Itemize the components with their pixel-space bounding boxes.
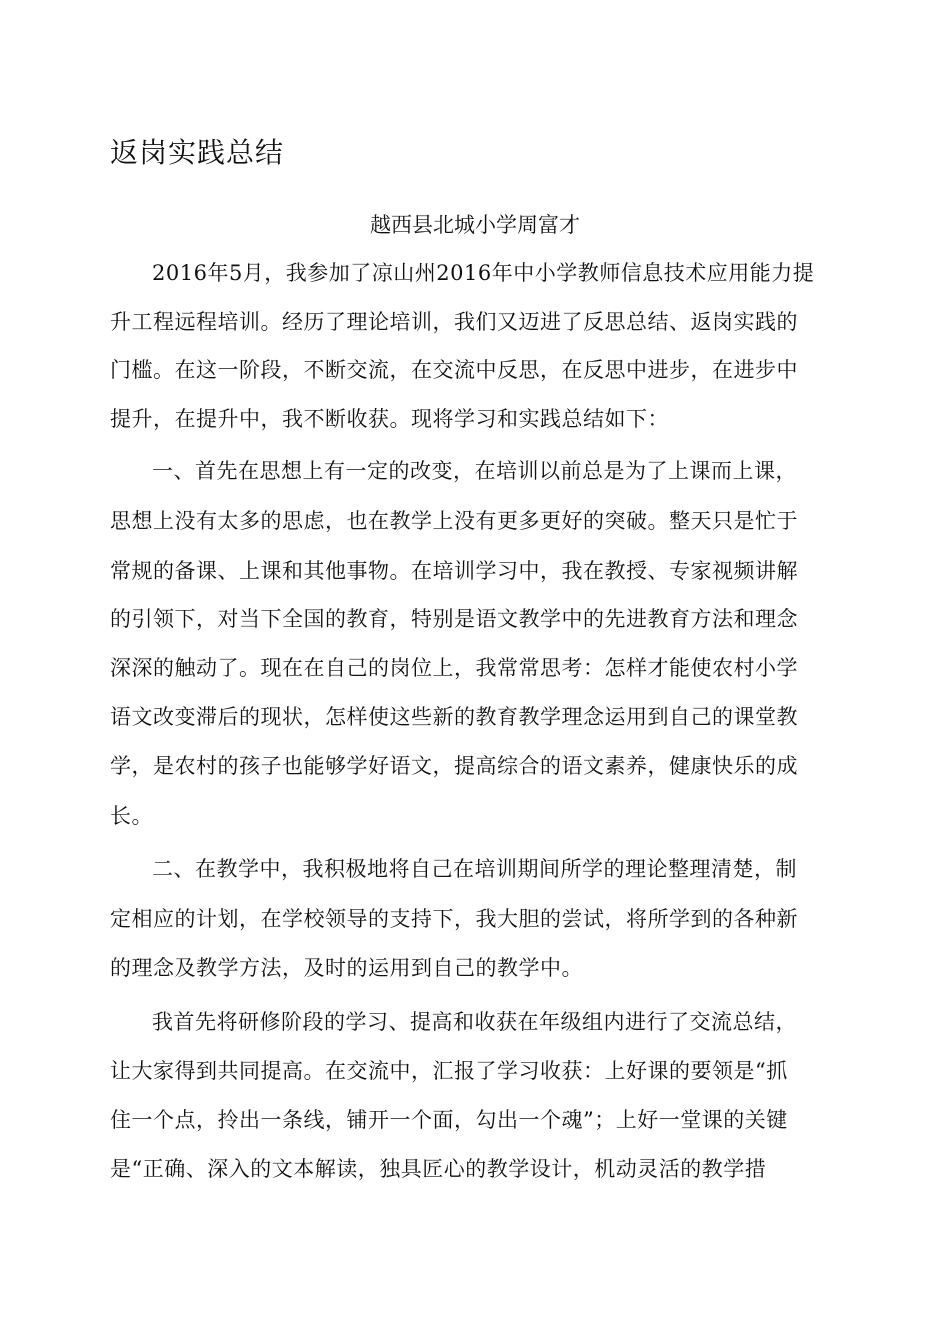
paragraph-line: 升工程远程培训。经历了理论培训，我们又迈进了反思总结、返岗实践的 [110,310,798,334]
paragraph-line: 的引领下，对当下全国的教育，特别是语文教学中的先进教育方法和理念 [110,607,798,631]
paragraph-line: 二、在教学中，我积极地将自己在培训期间所学的理论整理清楚，制 [152,857,797,881]
document-title: 返岗实践总结 [110,136,285,169]
paragraph-line: 一、首先在思想上有一定的改变，在培训以前总是为了上课而上课， [152,459,797,483]
paragraph-line: 我首先将研修阶段的学习、提高和收获在年级组内进行了交流总结， [152,1010,797,1034]
paragraph-line: 门槛。在这一阶段，不断交流，在交流中反思，在反思中进步，在进步中 [110,358,798,382]
paragraph-line: 思想上没有太多的思虑，也在教学上没有更多更好的突破。整天只是忙于 [110,509,798,533]
paragraph-line: 住一个点，拎出一条线，铺开一个面，勾出一个魂”；上好一堂课的关键 [110,1108,788,1132]
paragraph-line: 深深的触动了。现在在自己的岗位上，我常常思考：怎样才能使农村小学 [110,656,798,680]
paragraph-line: 常规的备课、上课和其他事物。在培训学习中，我在教授、专家视频讲解 [110,559,798,583]
author-line: 越西县北城小学周富才 [370,213,580,237]
paragraph-line: 语文改变滞后的现状，怎样使这些新的教育教学理念运用到自己的课堂教 [110,705,798,729]
paragraph-line: 的理念及教学方法，及时的运用到自己的教学中。 [110,956,583,980]
paragraph-line: 学，是农村的孩子也能够学好语文，提高综合的语文素养，健康快乐的成 [110,754,798,778]
paragraph-line: 提升，在提升中，我不断收获。现将学习和实践总结如下： [110,407,669,431]
paragraph-line: 2016年5月，我参加了凉山州2016年中小学教师信息技术应用能力提 [152,261,815,285]
paragraph-line: 定相应的计划，在学校领导的支持下，我大胆的尝试，将所学到的各种新 [110,907,798,931]
paragraph-line: 是“正确、深入的文本解读，独具匠心的教学设计，机动灵活的教学措 [110,1157,767,1181]
paragraph-line: 长。 [110,804,153,828]
paragraph-line: 让大家得到共同提高。在交流中，汇报了学习收获：上好课的要领是“抓 [110,1059,788,1083]
